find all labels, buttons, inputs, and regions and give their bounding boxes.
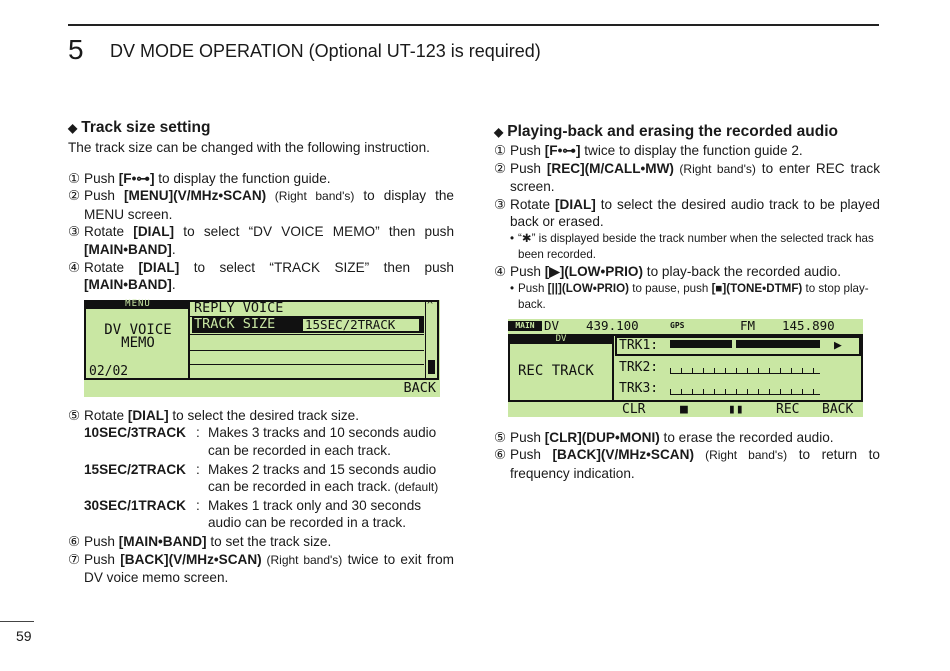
track-2-label: TRK2: [619, 359, 659, 375]
left-step-5: ⑤ Rotate [DIAL] to select the desired track size. [68, 407, 360, 423]
main-frequency: 439.100 [586, 317, 639, 333]
pause-key: [||](LOW•PRIO) [547, 281, 630, 295]
right-step-2: ② Push [REC](M/CALL•MW) (Right band's) to enter REC track screen. [494, 160, 880, 195]
lcd-softkeys [614, 403, 863, 417]
play-icon: ▶ [834, 337, 842, 353]
left-step-2: ② Push [MENU](V/MHz•SCAN) (Right band's) to display the MENU screen. [68, 188, 454, 222]
gps-icon: GPS [670, 320, 685, 330]
dv-tag: DV [508, 334, 614, 344]
clr-key: [CLR](DUP•MONI) [544, 429, 660, 445]
left-step-6: ⑥ Push [MAIN•BAND] to set the track size. [68, 533, 332, 549]
track-size-heading: ◆ Track size setting [68, 119, 211, 136]
track-1-progress [670, 340, 820, 348]
stop-key: [■](TONE•DTMF) [711, 281, 803, 295]
back-key: [BACK](V/MHz•SCAN) [552, 447, 694, 463]
intro-text: The track size can be changed with the following instruction. [68, 140, 430, 155]
right-step-6: ⑥ Push [BACK](V/MHz•SCAN) (Right band's) to return to frequency indication. [494, 447, 880, 481]
main-tag: MAIN [508, 321, 542, 331]
sub-frequency: 145.890 [782, 317, 835, 333]
pause-icon: ▮▮ [728, 401, 744, 417]
note-pause-stop: • Push [||](LOW•PRIO) to pause, push [■](TONE•DTMF) to stop play-back. [510, 281, 869, 311]
option-row: 15SEC/2TRACK : Makes 2 tracks and 15 seconds audio can be recorded in each track. (default) [84, 461, 439, 495]
sub-mode-label: FM [740, 317, 756, 333]
menu-tag: MENU [86, 300, 190, 309]
right-column [494, 122, 880, 482]
chapter-title: DV MODE OPERATION (Optional UT-123 is required) [110, 41, 541, 61]
playback-heading: ◆ Playing-back and erasing the recorded audio [494, 123, 838, 140]
track-1-label: TRK1: [619, 337, 659, 353]
dial-key: [DIAL] [133, 224, 175, 240]
footer-rule [0, 621, 34, 622]
note-recorded-marker: • “✱” is displayed beside the track number when the selected track has been recorded. [510, 231, 874, 261]
stop-icon: ■ [680, 401, 688, 417]
dv-voice-memo-label: DV VOICE MEMO [104, 321, 172, 351]
track-3-label: TRK3: [619, 380, 659, 396]
page-indicator: 02/02 [89, 363, 129, 379]
header-rule [68, 24, 879, 26]
option-row: 10SEC/3TRACK : Makes 3 tracks and 10 seconds audio can be recorded in each track. [84, 425, 437, 458]
main-band-key: [MAIN•BAND] [118, 533, 207, 549]
option-row: 30SEC/1TRACK : Makes 1 track only and 30 seconds audio can be recorded in a track. [84, 497, 422, 531]
menu-key: [MENU](V/MHz•SCAN) [124, 188, 267, 204]
rec-track-lcd-screen [508, 319, 863, 417]
diamond-icon: ◆ [494, 125, 504, 139]
menu-lcd-screen [84, 300, 440, 397]
left-column [68, 118, 454, 587]
clr-softkey: CLR [622, 401, 646, 417]
right-step-5: ⑤ Push [CLR](DUP•MONI) to erase the recorded audio. [494, 429, 834, 445]
track-size-options [84, 424, 454, 533]
mode-label: DV [544, 317, 560, 333]
dial-key: [DIAL] [127, 407, 169, 423]
scroll-thumb [428, 360, 435, 374]
main-band-key: [MAIN•BAND] [84, 277, 172, 293]
function-key: [F•⊶] [544, 143, 581, 158]
back-key: [BACK](V/MHz•SCAN) [120, 551, 262, 567]
track-2-bar [670, 368, 820, 374]
left-step-4: ④ Rotate [DIAL] to select “TRACK SIZE” then push [MAIN•BAND]. [68, 259, 454, 293]
rec-key: [REC](M/CALL•MW) [546, 160, 674, 176]
back-softkey: BACK [403, 379, 436, 396]
scrollbar [425, 300, 437, 378]
track-3-bar [670, 389, 820, 395]
chapter-number: 5 [68, 34, 84, 65]
menu-item-reply-voice: REPLY VOICE [194, 299, 284, 316]
right-step-3: ③ Rotate [DIAL] to select the desired audio track to be played back or erased. [494, 196, 880, 230]
main-band-key: [MAIN•BAND] [84, 241, 172, 257]
dial-key: [DIAL] [555, 196, 596, 212]
lcd-status-bar [508, 319, 863, 333]
track-size-value: 15SEC/2TRACK [302, 318, 420, 332]
right-step-4: ④ Push [▶](LOW•PRIO) to play-back the recorded audio. [494, 263, 842, 279]
rec-softkey: REC [776, 401, 800, 417]
dial-key: [DIAL] [138, 259, 180, 275]
scroll-up-icon: ^ [427, 299, 434, 311]
function-key: [F•⊶] [118, 170, 155, 186]
left-step-1: ① Push [F•⊶] to display the function guide. [68, 170, 331, 186]
page-number: 59 [16, 628, 32, 644]
rec-track-label: REC TRACK [518, 362, 594, 379]
left-step-3: ③ Rotate [DIAL] to select “DV VOICE MEMO” then push [MAIN•BAND]. [68, 224, 455, 257]
right-step-1: ① Push [F•⊶] twice to display the function guide 2. [494, 143, 803, 158]
diamond-icon: ◆ [68, 121, 78, 135]
play-key: [▶](LOW•PRIO) [544, 263, 644, 279]
back-softkey: BACK [822, 401, 854, 417]
left-step-7: ⑦ Push [BACK](V/MHz•SCAN) (Right band's) twice to exit from DV voice memo screen. [68, 551, 454, 586]
menu-item-track-size: TRACK SIZE [194, 315, 276, 332]
